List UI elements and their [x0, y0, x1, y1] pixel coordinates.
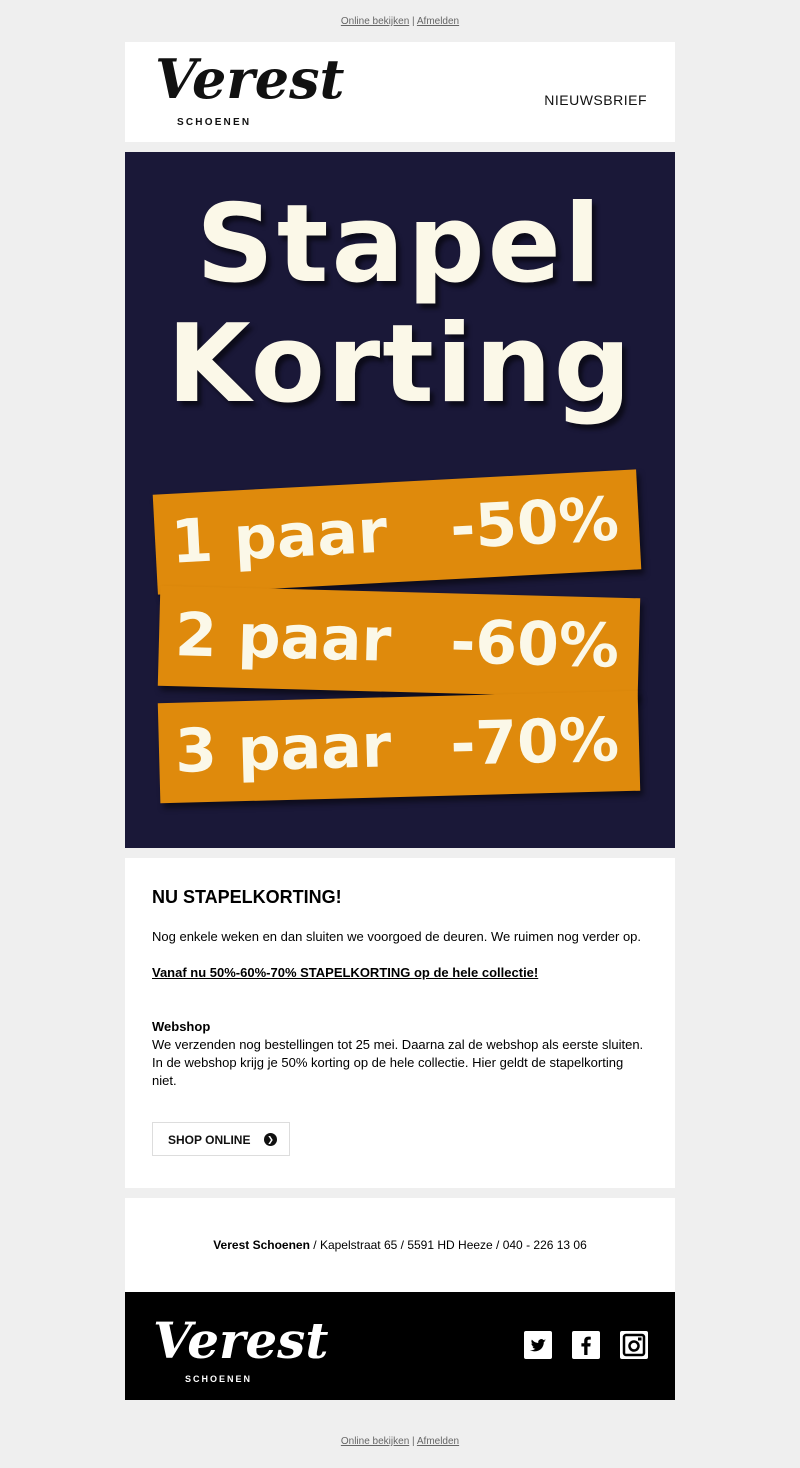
- facebook-icon[interactable]: [572, 1331, 600, 1359]
- verest-logo[interactable]: [153, 46, 345, 111]
- webshop-body: We verzenden nog bestellingen tot 25 mei. Daarna zal de webshop als eerste sluiten. In de webshop krijg je 50% korting op de hele collectie. Hier geldt de stapelkorting niet.: [152, 1037, 644, 1088]
- top-links: [0, 16, 800, 27]
- company-address: / Kapelstraat 65 / 5591 HD Heeze / 040 - 226 13 06: [309, 1238, 587, 1252]
- newsletter-label: NIEUWSBRIEF: [544, 92, 647, 108]
- footer: [125, 1292, 675, 1400]
- shop-online-button[interactable]: [152, 1122, 290, 1156]
- logo-subtext: SCHOENEN: [177, 117, 252, 128]
- bottom-links: [0, 1436, 800, 1447]
- logo-text: Verest: [155, 47, 345, 111]
- content-title: NU STAPELKORTING!: [152, 887, 342, 907]
- instagram-icon[interactable]: [620, 1331, 648, 1359]
- discount-band-1: [153, 469, 642, 594]
- hero-title-line2: Korting: [166, 302, 634, 427]
- webshop-subtitle: Webshop: [152, 1019, 211, 1034]
- unsubscribe-link[interactable]: Afmelden: [416, 16, 460, 27]
- discount-band-2: [158, 586, 640, 699]
- address-block: [125, 1198, 675, 1292]
- header: [125, 42, 675, 142]
- discount-band-3: [158, 691, 640, 804]
- content-block: [125, 858, 675, 1188]
- footer-logo-subtext: SCHOENEN: [185, 1374, 253, 1384]
- stapelkorting-link[interactable]: Vanaf nu 50%-60%-70% STAPELKORTING op de hele collectie!: [152, 965, 539, 980]
- hero-title-line1: Stapel: [196, 182, 604, 307]
- hero-banner[interactable]: [125, 152, 675, 848]
- tier-pairs: 1 paar: [169, 496, 389, 578]
- view-online-link[interactable]: Online bekijken: [340, 1436, 410, 1447]
- tier-pairs: 3 paar: [174, 711, 393, 787]
- shop-online-label: SHOP ONLINE: [168, 1133, 251, 1147]
- chevron-right-circle-icon: ❯: [264, 1133, 277, 1146]
- unsubscribe-link[interactable]: Afmelden: [416, 1436, 460, 1447]
- link-separator: |: [412, 1436, 415, 1447]
- view-online-link[interactable]: Online bekijken: [340, 16, 410, 27]
- twitter-icon[interactable]: [524, 1331, 552, 1359]
- tier-pairs: 2 paar: [174, 600, 393, 676]
- footer-logo-text: Verest: [153, 1311, 329, 1370]
- tier-discount: -70%: [449, 705, 620, 780]
- tier-discount: -60%: [449, 607, 620, 682]
- tier-discount: -50%: [448, 484, 621, 564]
- company-name: Verest Schoenen: [213, 1238, 310, 1252]
- footer-logo[interactable]: [151, 1306, 329, 1370]
- link-separator: |: [412, 16, 415, 27]
- content-intro: Nog enkele weken en dan sluiten we voorgoed de deuren. We ruimen nog verder op.: [152, 929, 642, 944]
